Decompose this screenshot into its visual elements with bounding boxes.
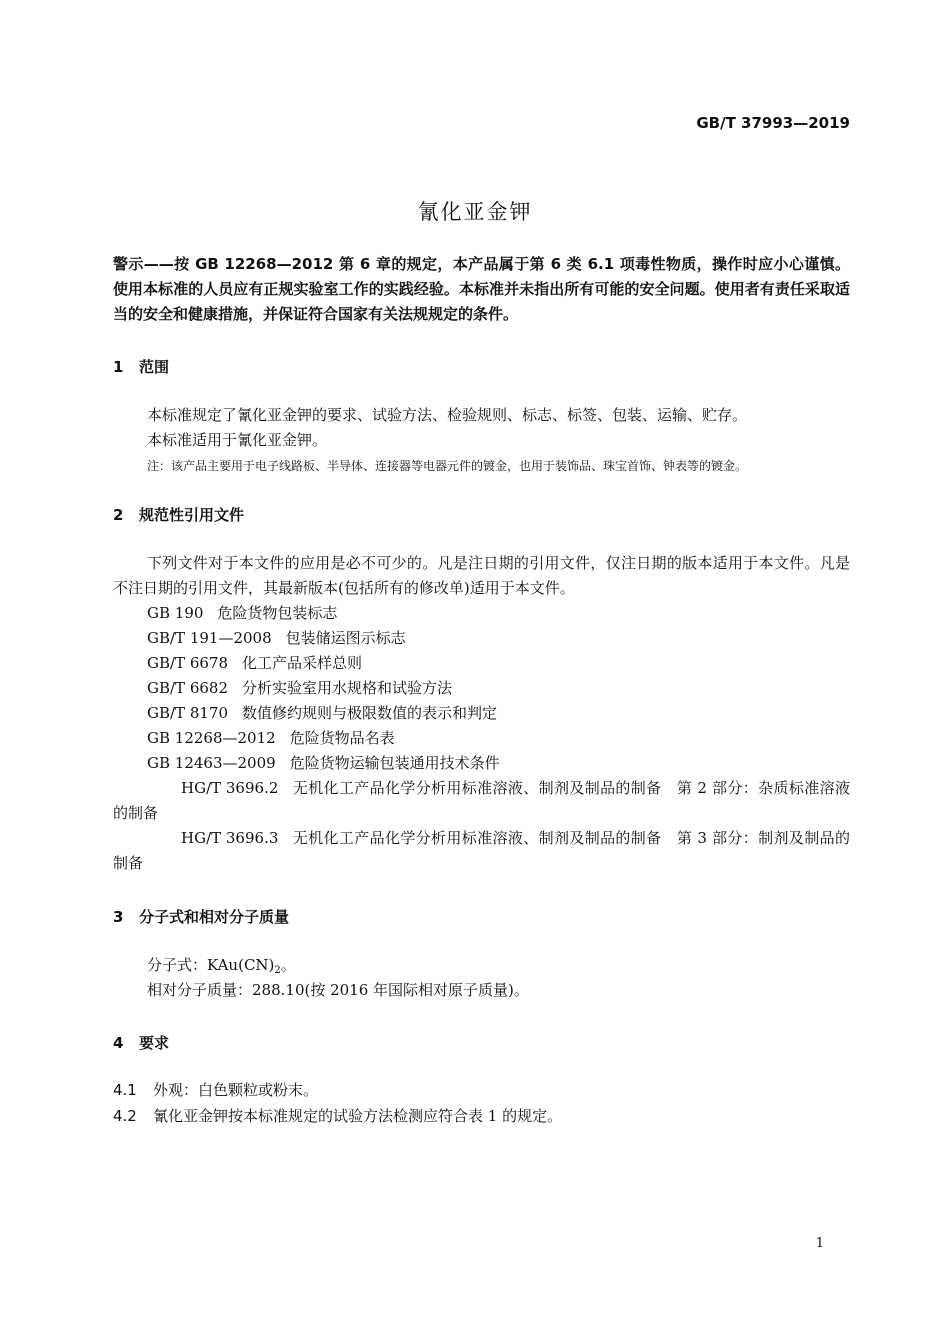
reference-title: 危险货物品名表 (289, 729, 395, 747)
formula-label: 分子式：KAu(CN) (147, 956, 275, 974)
reference-code: GB 12268—2012 (147, 729, 276, 747)
reference-title: 危险货物运输包装通用技术条件 (289, 754, 500, 772)
standard-code: GB/T 37993—2019 (696, 114, 850, 132)
clause-4-1 (113, 1079, 318, 1100)
scope-paragraph: 本标准规定了氰化亚金钾的要求、试验方法、检验规则、标志、标签、包装、运输、贮存。 (147, 406, 748, 424)
reference-item (113, 826, 850, 876)
reference-title: 包装储运图示标志 (285, 629, 406, 647)
reference-item (113, 776, 850, 826)
reference-item (147, 701, 497, 726)
reference-title: 化工产品采样总则 (242, 654, 363, 672)
reference-code: GB 190 (147, 604, 204, 622)
reference-code: GB/T 6678 (147, 654, 229, 672)
document-title: 氰化亚金钾 (417, 200, 533, 224)
reference-item (147, 651, 362, 676)
section-1-heading (113, 356, 169, 377)
section-number: 2 (113, 506, 124, 524)
formula-subscript: 2 (274, 965, 281, 976)
reference-item (147, 751, 500, 776)
section-2-heading (113, 504, 244, 525)
section-number: 4 (113, 1034, 124, 1052)
reference-item (147, 676, 452, 701)
reference-title: 危险货物包装标志 (217, 604, 338, 622)
section-title: 规范性引用文件 (139, 506, 245, 524)
reference-code: GB/T 191—2008 (147, 629, 272, 647)
section-title: 分子式和相对分子质量 (139, 908, 290, 926)
reference-title: 无机化工产品化学分析用标准溶液、制剂及制品的制备 第 2 部分：杂质标准溶液的制备 (113, 779, 850, 822)
reference-code: GB/T 6682 (147, 679, 229, 697)
molecular-mass: 相对分子质量：288.10(按 2016 年国际相对原子质量)。 (147, 981, 529, 999)
section-4-heading (113, 1032, 169, 1053)
reference-code: HG/T 3696.3 (181, 829, 279, 847)
references-intro: 下列文件对于本文件的应用是必不可少的。凡是注日期的引用文件，仅注日期的版本适用于本文件。凡是不注日期的引用文件，其最新版本(包括所有的修改单)适用于本文件。 (113, 554, 850, 597)
safety-warning: 警示——按 GB 12268—2012 第 6 章的规定，本产品属于第 6 类 6.1 项毒性物质，操作时应小心谨慎。使用本标准的人员应有正规实验室工作的实践经验。本标准并未指出所有可能的安全问题。使用者有责任采取适当的安全和健康措施，并保证符合国家有关法规规定的条件。 (113, 255, 850, 323)
section-number: 1 (113, 358, 124, 376)
clause-text: 氰化亚金钾按本标准规定的试验方法检测应符合表 1 的规定。 (153, 1107, 563, 1125)
reference-item (147, 601, 337, 626)
section-title: 要求 (139, 1034, 170, 1052)
section-title: 范围 (139, 358, 170, 376)
scope-note: 注：该产品主要用于电子线路板、半导体、连接器等电器元件的镀金，也用于装饰品、珠宝首饰、钟表等的镀金。 (147, 459, 748, 473)
section-3-heading (113, 906, 289, 927)
reference-item (147, 726, 395, 751)
reference-code: GB 12463—2009 (147, 754, 276, 772)
reference-title: 分析实验室用水规格和试验方法 (242, 679, 453, 697)
clause-4-2 (113, 1105, 562, 1126)
formula-end: 。 (280, 956, 296, 974)
clause-text: 外观：白色颗粒或粉末。 (153, 1081, 319, 1099)
reference-title: 无机化工产品化学分析用标准溶液、制剂及制品的制备 第 3 部分：制剂及制品的制备 (113, 829, 850, 872)
section-number: 3 (113, 908, 124, 926)
reference-title: 数值修约规则与极限数值的表示和判定 (242, 704, 498, 722)
clause-number: 4.2 (113, 1107, 137, 1125)
scope-paragraph: 本标准适用于氰化亚金钾。 (147, 431, 328, 449)
reference-item (147, 626, 406, 651)
clause-number: 4.1 (113, 1081, 137, 1099)
reference-code: HG/T 3696.2 (181, 779, 279, 797)
reference-code: GB/T 8170 (147, 704, 229, 722)
page-number: 1 (815, 1236, 824, 1251)
